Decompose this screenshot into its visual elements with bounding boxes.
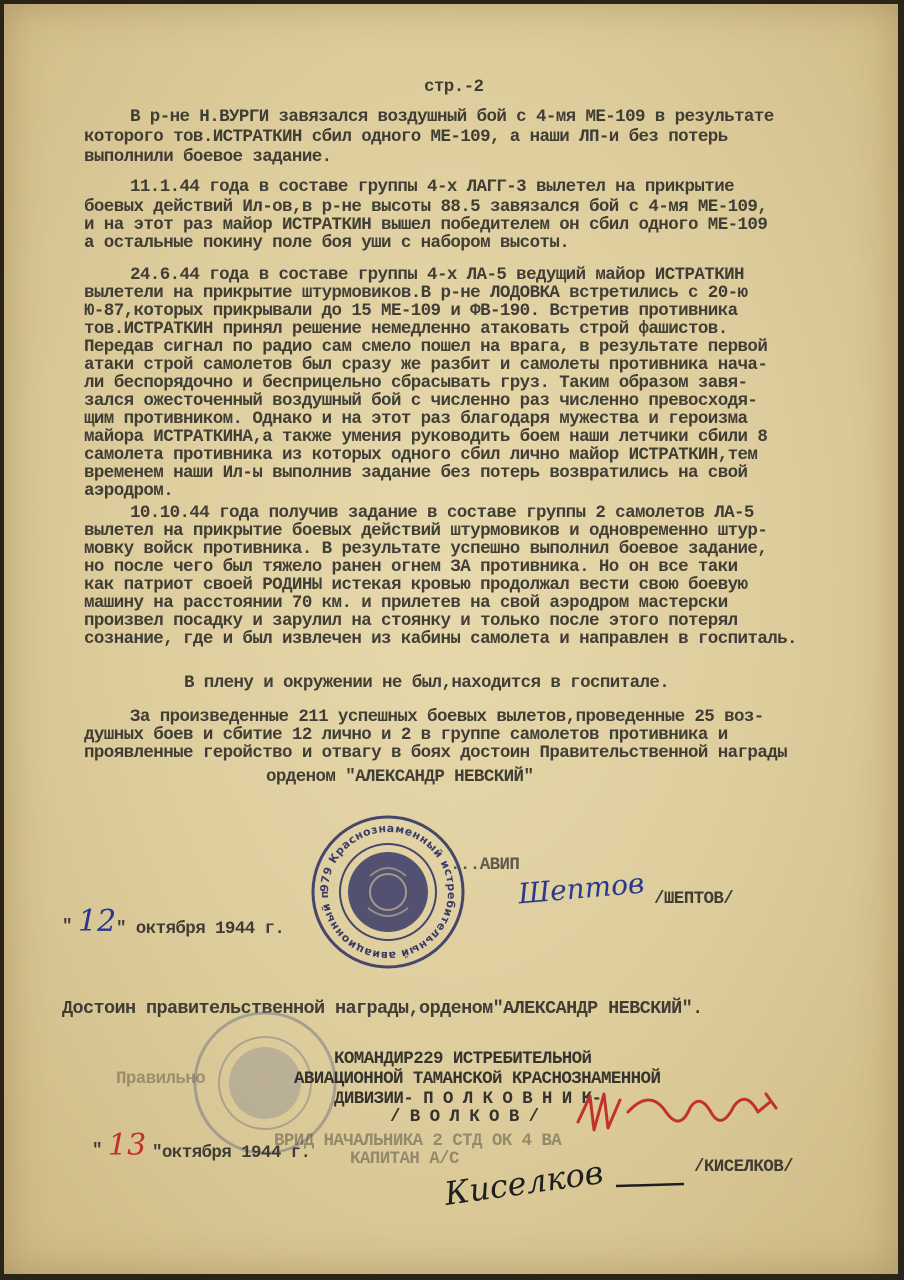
signature2-handwritten: Киселков — [442, 1153, 606, 1213]
para4-line2: вылетел на прикрытие боевых действий штурмовиков и одновременно штур- — [84, 521, 768, 541]
faded-stamp-line3: КАПИТАН А/С — [350, 1149, 459, 1169]
award-line4: орденом "АЛЕКСАНДР НЕВСКИЙ" — [266, 767, 534, 787]
para2-line2: боевых действий Ил-ов,в р-не высоты 88.5 завязался бой с 4-мя МЕ-109, — [84, 197, 768, 217]
date1-open-quote: " — [62, 917, 72, 937]
regiment-stamp — [303, 802, 468, 972]
faded-stamp-line2: ВРИД НАЧАЛЬНИКА 2 СТД ОК 4 ВА — [274, 1131, 562, 1151]
page-label: стр.-2 — [424, 77, 484, 97]
commander-red-signature — [570, 1082, 790, 1142]
captivity-line: В плену и окружении не был,находится в госпитале. — [184, 673, 670, 693]
para4-line5: как патриот своей РОДИНЫ истекая кровью продолжал вести свою боевую — [84, 575, 748, 595]
para3-line11: самолета противника из которых одного сбил лично майор ИСТРАТКИН,тем — [84, 445, 758, 465]
date2-rest: "октября 1944 г. — [152, 1143, 311, 1163]
para3-line1: 24.6.44 года в составе группы 4-х ЛА-5 ведущий майор ИСТРАТКИН — [130, 265, 744, 285]
date2-day: 13 — [108, 1128, 147, 1163]
para1-line3: выполнили боевое задание. — [84, 147, 332, 167]
para3-line8: зался ожесточенный воздушный бой с численно раз численно превосходя- — [84, 391, 758, 411]
signature1-handwritten: Шептов — [516, 866, 646, 911]
para3-line9: щим противником. Однако и на этот раз благодаря мужества и героизма — [84, 409, 748, 429]
para3-line2: вылетели на прикрытие штурмовиков.В р-не ЛОДОВКА встретились с 20-ю — [84, 283, 748, 303]
para3-line3: Ю-87,которых прикрывали до 15 МЕ-109 и ФВ-190. Встретив противника — [84, 301, 738, 321]
award-line2: душных боев и сбитие 12 лично и 2 в группе самолетов противника и — [84, 725, 728, 745]
signature2-tail-stroke — [614, 1176, 694, 1196]
para2-line3: и на этот раз майор ИСТРАТКИН вышел победителем он сбил одного МЕ-109 — [84, 215, 768, 235]
signature1-typed-prefix: ...АВИП — [450, 855, 520, 875]
para4-line6: машину на расстоянии 70 км. и прилетев на свой аэродром мастерски — [84, 593, 728, 613]
award-line1: За произведенные 211 успешных боевых вылетов,проведенные 25 воз- — [130, 707, 764, 727]
date1-rest: " октября 1944 г. — [116, 919, 285, 939]
commander-line2: АВИАЦИОННОЙ ТАМАНСКОй КРАСНОЗНАМЕННОЙ — [294, 1069, 661, 1089]
commander-line3: ДИВИЗИИ- П О Л К О В Н И К- — [334, 1089, 602, 1109]
para3-line6: атаки строй самолетов был сразу же разбит и самолеты противника нача- — [84, 355, 768, 375]
commander-line1: КОМАНДИР229 ИСТРЕБИТЕЛЬНОй — [334, 1049, 592, 1069]
para3-line4: тов.ИСТРАТКИН принял решение немедленно атаковать строй фашистов. — [84, 319, 728, 339]
para3-line12: временем наши Ил-ы выполнив задание без потерь возвратились на свой — [84, 463, 748, 483]
para1-line2: которого тов.ИСТРАТКИН сбил одного МЕ-109, а наши ЛП-и без потерь — [84, 127, 728, 147]
para3-line10: майора ИСТРАТКИНА,а также умения руководить боем наши летчики сбили 8 — [84, 427, 768, 447]
para3-line5: Передав сигнал по радио сам смело пошел на врага, в результате первой — [84, 337, 768, 357]
para4-line3: мовку войск противника. В результате успешно выполнил боевое задание, — [84, 539, 768, 559]
signature1-typed-name: /ШЕПТОВ/ — [654, 889, 734, 909]
para2-line1: 11.1.44 года в составе группы 4-х ЛАГГ-3 вылетел на прикрытие — [130, 177, 735, 197]
document-page — [4, 4, 898, 1274]
signature2-typed-name: /КИСЕЛКОВ/ — [694, 1157, 794, 1177]
date2-open-quote: " — [92, 1141, 102, 1161]
date1-day: 12 — [78, 904, 117, 939]
award-line3: проявленные геройство и отвагу в боях достоин Правительственной награды — [84, 743, 788, 763]
para4-line8: сознание, где и был извлечен из кабины самолета и направлен в госпиталь. — [84, 629, 797, 649]
para4-line4: но после чего был тяжело ранен огнем ЗА противника. Но он все таки — [84, 557, 738, 577]
conclusion-line: Достоин правительственной награды,орденом"АЛЕКСАНДР НЕВСКИЙ". — [62, 998, 703, 1019]
para4-line1: 10.10.44 года получив задание в составе группы 2 самолетов ЛА-5 — [130, 503, 754, 523]
regiment-stamp-text: 979 Краснознаменный истребительный авиационный полк — [303, 802, 459, 963]
para2-line4: а остальные покину поле боя уши с набором высоты. — [84, 233, 570, 253]
para3-line13: аэродром. — [84, 481, 174, 501]
faded-stamp-line1: Правильно — [116, 1069, 206, 1089]
para3-line7: ли беспорядочно и бесприцельно сбрасывать груз. Таким образом завя- — [84, 373, 748, 393]
para1-line1: В р-не Н.ВУРГИ завязался воздушный бой с 4-мя МЕ-109 в результате — [130, 107, 774, 127]
commander-line4: / В О Л К О В / — [390, 1107, 539, 1127]
para4-line7: произвел посадку и зарулил на стоянку и только после этого потерял — [84, 611, 738, 631]
